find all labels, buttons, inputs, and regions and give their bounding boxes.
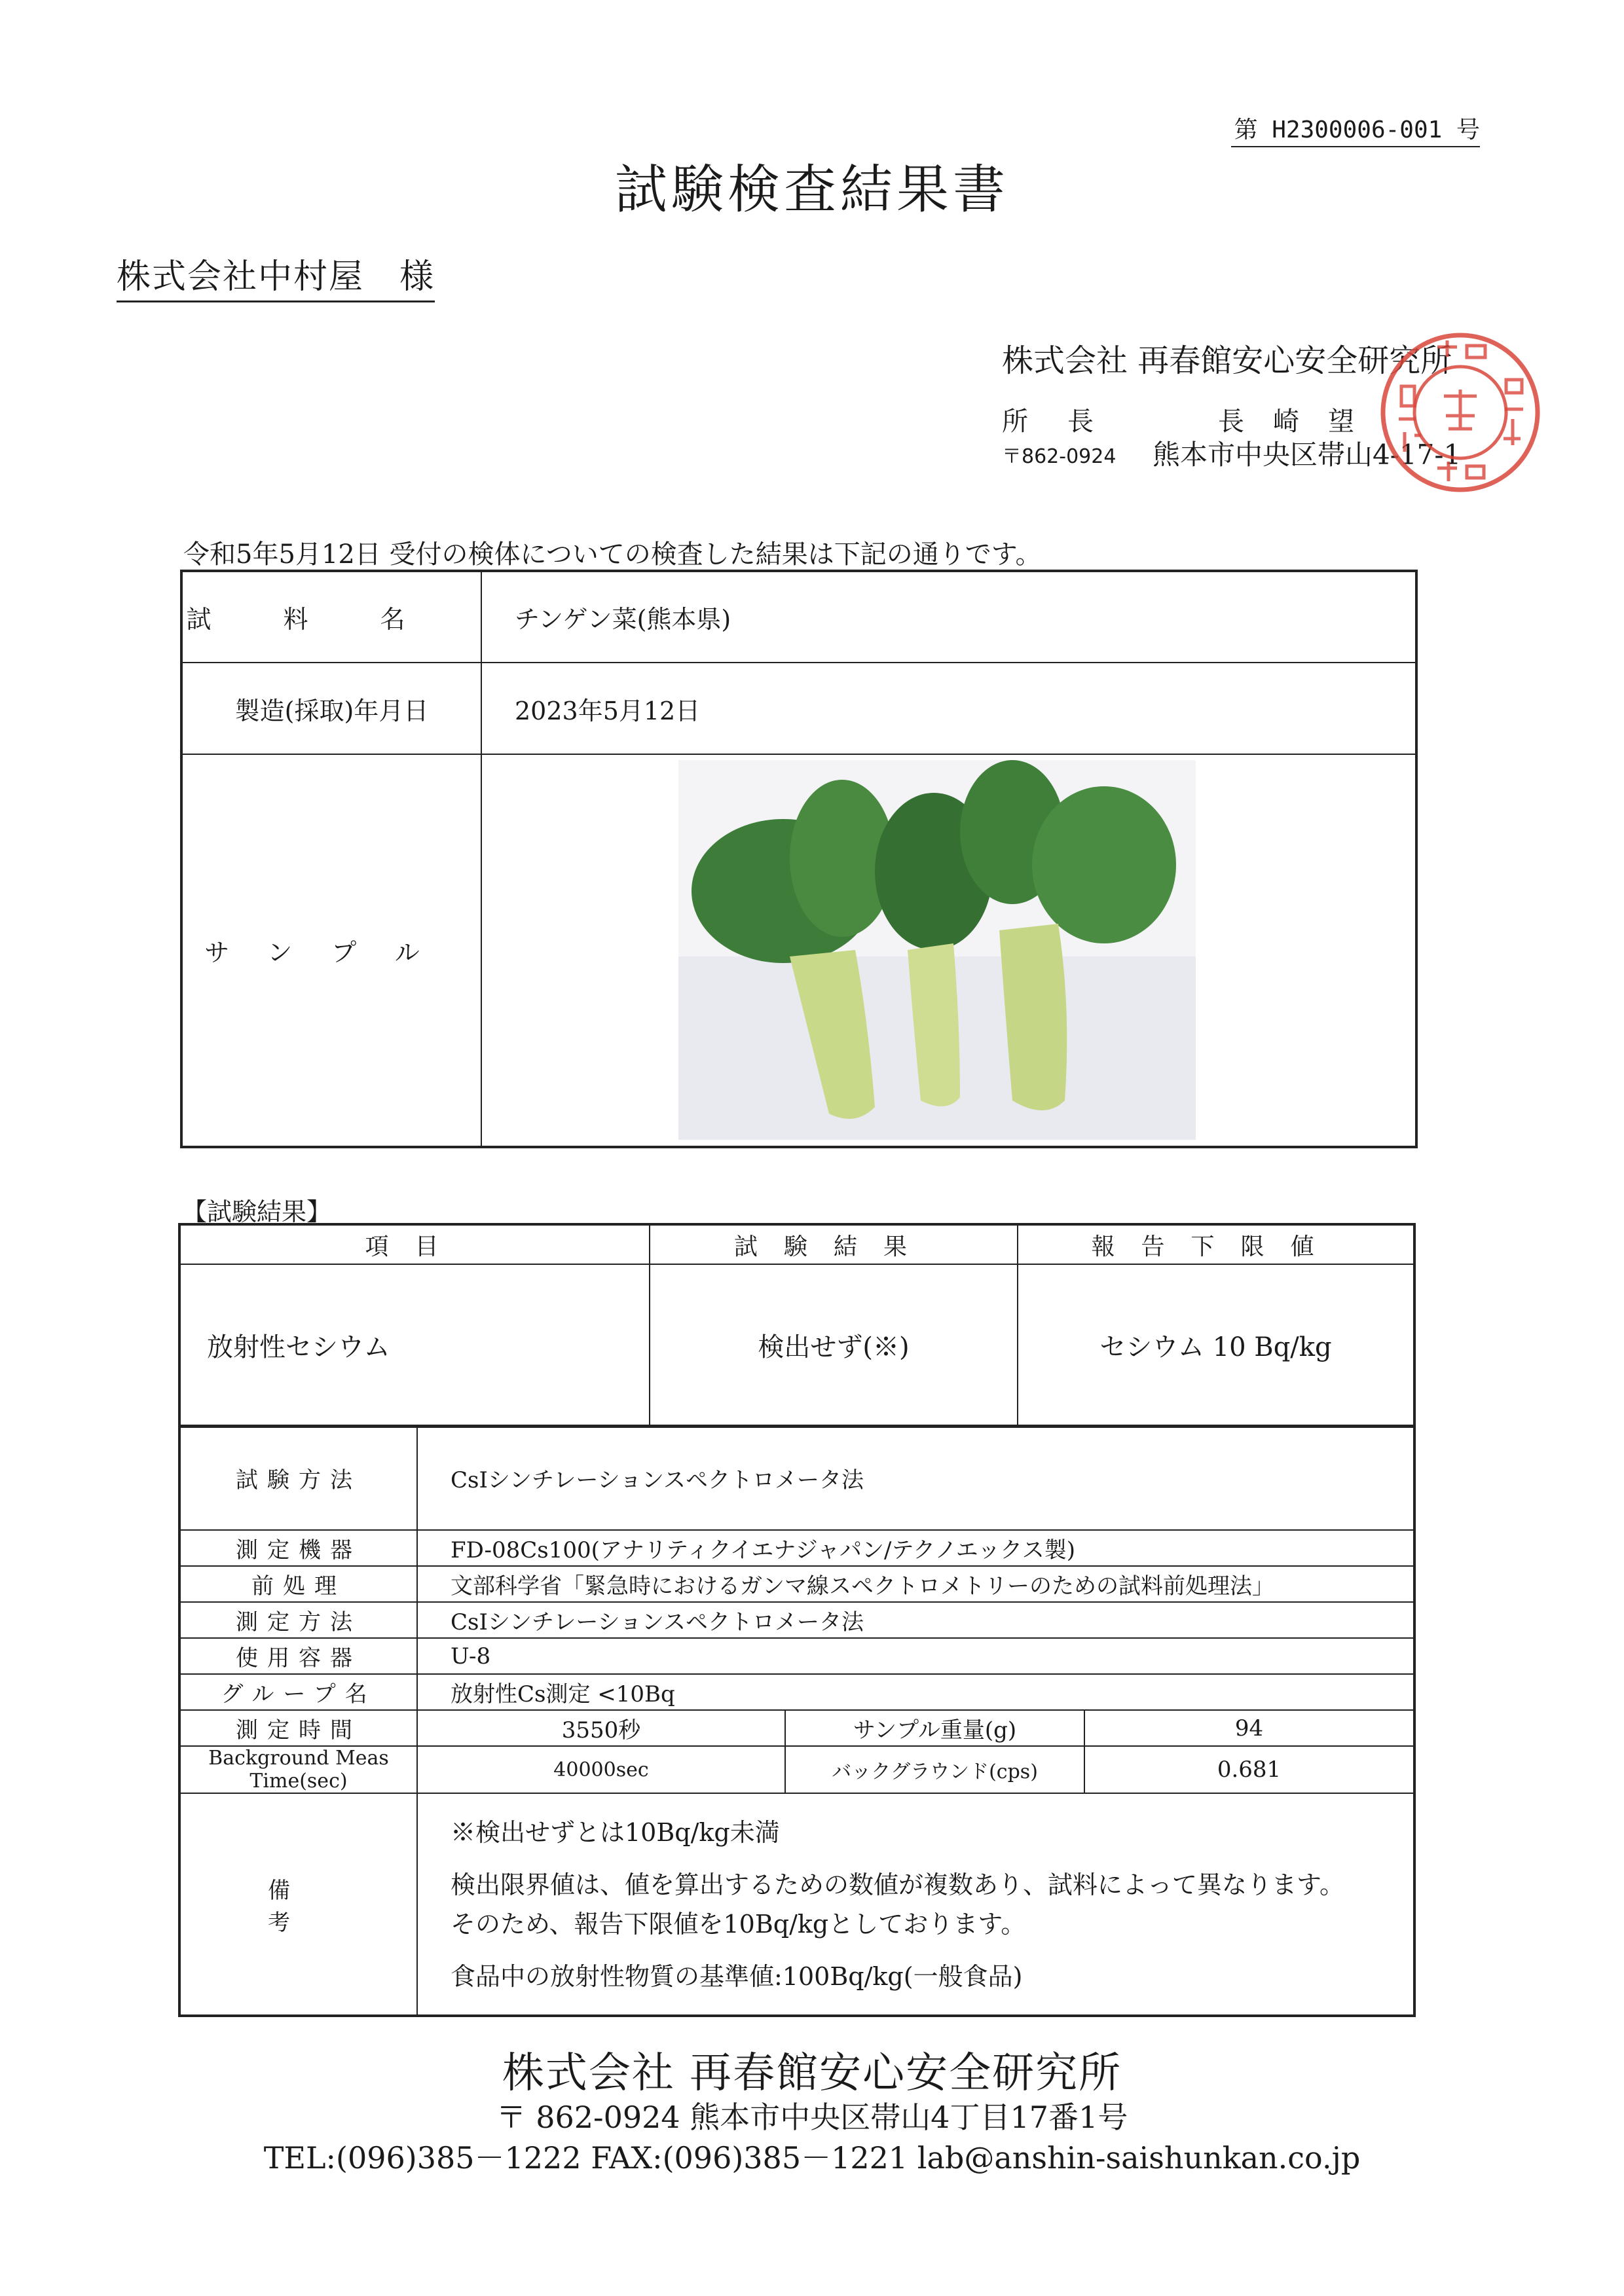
official-seal-icon xyxy=(1375,327,1545,498)
group-label: グループ名 xyxy=(179,1674,417,1710)
method-table xyxy=(178,1425,1416,2017)
result-item: 放射性セシウム xyxy=(179,1264,650,1427)
col-header-result: 試験結果 xyxy=(650,1224,1018,1264)
client-name: 株式会社中村屋 様 xyxy=(117,249,435,302)
weight-label: サンプル重量(g) xyxy=(785,1710,1084,1746)
result-value: 検出せず(※) xyxy=(650,1264,1018,1427)
weight-value: 94 xyxy=(1084,1710,1414,1746)
director-name: 長崎望 xyxy=(1218,407,1383,437)
remark-line-2: 検出限界値は、値を算出するための数値が複数あり、試料によって異なります。 xyxy=(451,1870,1344,1899)
issuer-address: 熊本市中央区帯山4-17-1 xyxy=(1153,439,1462,471)
footer-address: 〒 862-0924 熊本市中央区帯山4丁目17番1号 xyxy=(496,2100,1128,2135)
test-method-label: 試験方法 xyxy=(179,1425,417,1530)
section-title-results: 【試験結果】 xyxy=(182,1197,332,1226)
sample-photo-cell xyxy=(481,754,1416,1147)
time-label: 測定時間 xyxy=(179,1710,417,1746)
collection-date-value: 2023年5月12日 xyxy=(481,663,1416,754)
collection-date-label: 製造(採取)年月日 xyxy=(181,663,481,754)
bok-choy-photo xyxy=(678,760,1196,1140)
remark-line-1: ※検出せずとは10Bq/kg未満 xyxy=(451,1817,780,1847)
pretreatment-value: 文部科学省「緊急時におけるガンマ線スペクトロメトリーのための試料前処理法」 xyxy=(417,1566,1414,1602)
remarks-label: 備考 xyxy=(179,1793,417,2016)
pretreatment-label: 前処理 xyxy=(179,1566,417,1602)
issuer-postal-code: 〒862-0924 xyxy=(1002,445,1116,468)
result-limit: セシウム 10 Bq/kg xyxy=(1018,1264,1414,1427)
measure-method-value: CsIシンチレーションスペクトロメータ法 xyxy=(417,1602,1414,1638)
remark-line-4: 食品中の放射性物質の基準値:100Bq/kg(一般食品) xyxy=(451,1961,1023,1991)
container-value: U-8 xyxy=(417,1638,1414,1674)
bg-value: 0.681 xyxy=(1084,1746,1414,1793)
group-value: 放射性Cs測定 <10Bq xyxy=(417,1674,1414,1710)
footer-contact: TEL:(096)385－1222 FAX:(096)385－1221 lab@anshin-saishunkan.co.jp xyxy=(263,2140,1361,2176)
page-title: 試験検査結果書 xyxy=(615,159,1009,220)
container-label: 使用容器 xyxy=(179,1638,417,1674)
bg-time-value: 40000sec xyxy=(417,1746,785,1793)
remarks-cell xyxy=(417,1793,1414,2016)
sample-table xyxy=(180,570,1418,1148)
director-label: 所長 xyxy=(1002,407,1133,437)
sample-name-label: 試料名 xyxy=(181,571,481,663)
col-header-limit: 報告下限値 xyxy=(1018,1224,1414,1264)
sample-photo-label: サンプル xyxy=(181,754,481,1147)
sample-name-value: チンゲン菜(熊本県) xyxy=(481,571,1416,663)
col-header-item: 項目 xyxy=(179,1224,650,1264)
device-value: FD-08Cs100(アナリティクイエナジャパン/テクノエックス製) xyxy=(417,1530,1414,1566)
bg-label: バックグラウンド(cps) xyxy=(785,1746,1084,1793)
footer-company: 株式会社 再春館安心安全研究所 xyxy=(502,2049,1122,2098)
bg-time-label: Background Meas Time(sec) xyxy=(179,1746,417,1793)
remark-line-3: そのため、報告下限値を10Bq/kgとしております。 xyxy=(451,1909,1026,1939)
device-label: 測定機器 xyxy=(179,1530,417,1566)
intro-text: 令和5年5月12日 受付の検体についての検査した結果は下記の通りです。 xyxy=(183,539,1042,570)
document-number: 第 H2300006-001 号 xyxy=(1231,111,1480,147)
time-value: 3550秒 xyxy=(417,1710,785,1746)
results-table xyxy=(178,1223,1416,1428)
test-method-value: CsIシンチレーションスペクトロメータ法 xyxy=(417,1425,1414,1530)
issuer-name: 株式会社 再春館安心安全研究所 xyxy=(1002,342,1452,379)
measure-method-label: 測定方法 xyxy=(179,1602,417,1638)
